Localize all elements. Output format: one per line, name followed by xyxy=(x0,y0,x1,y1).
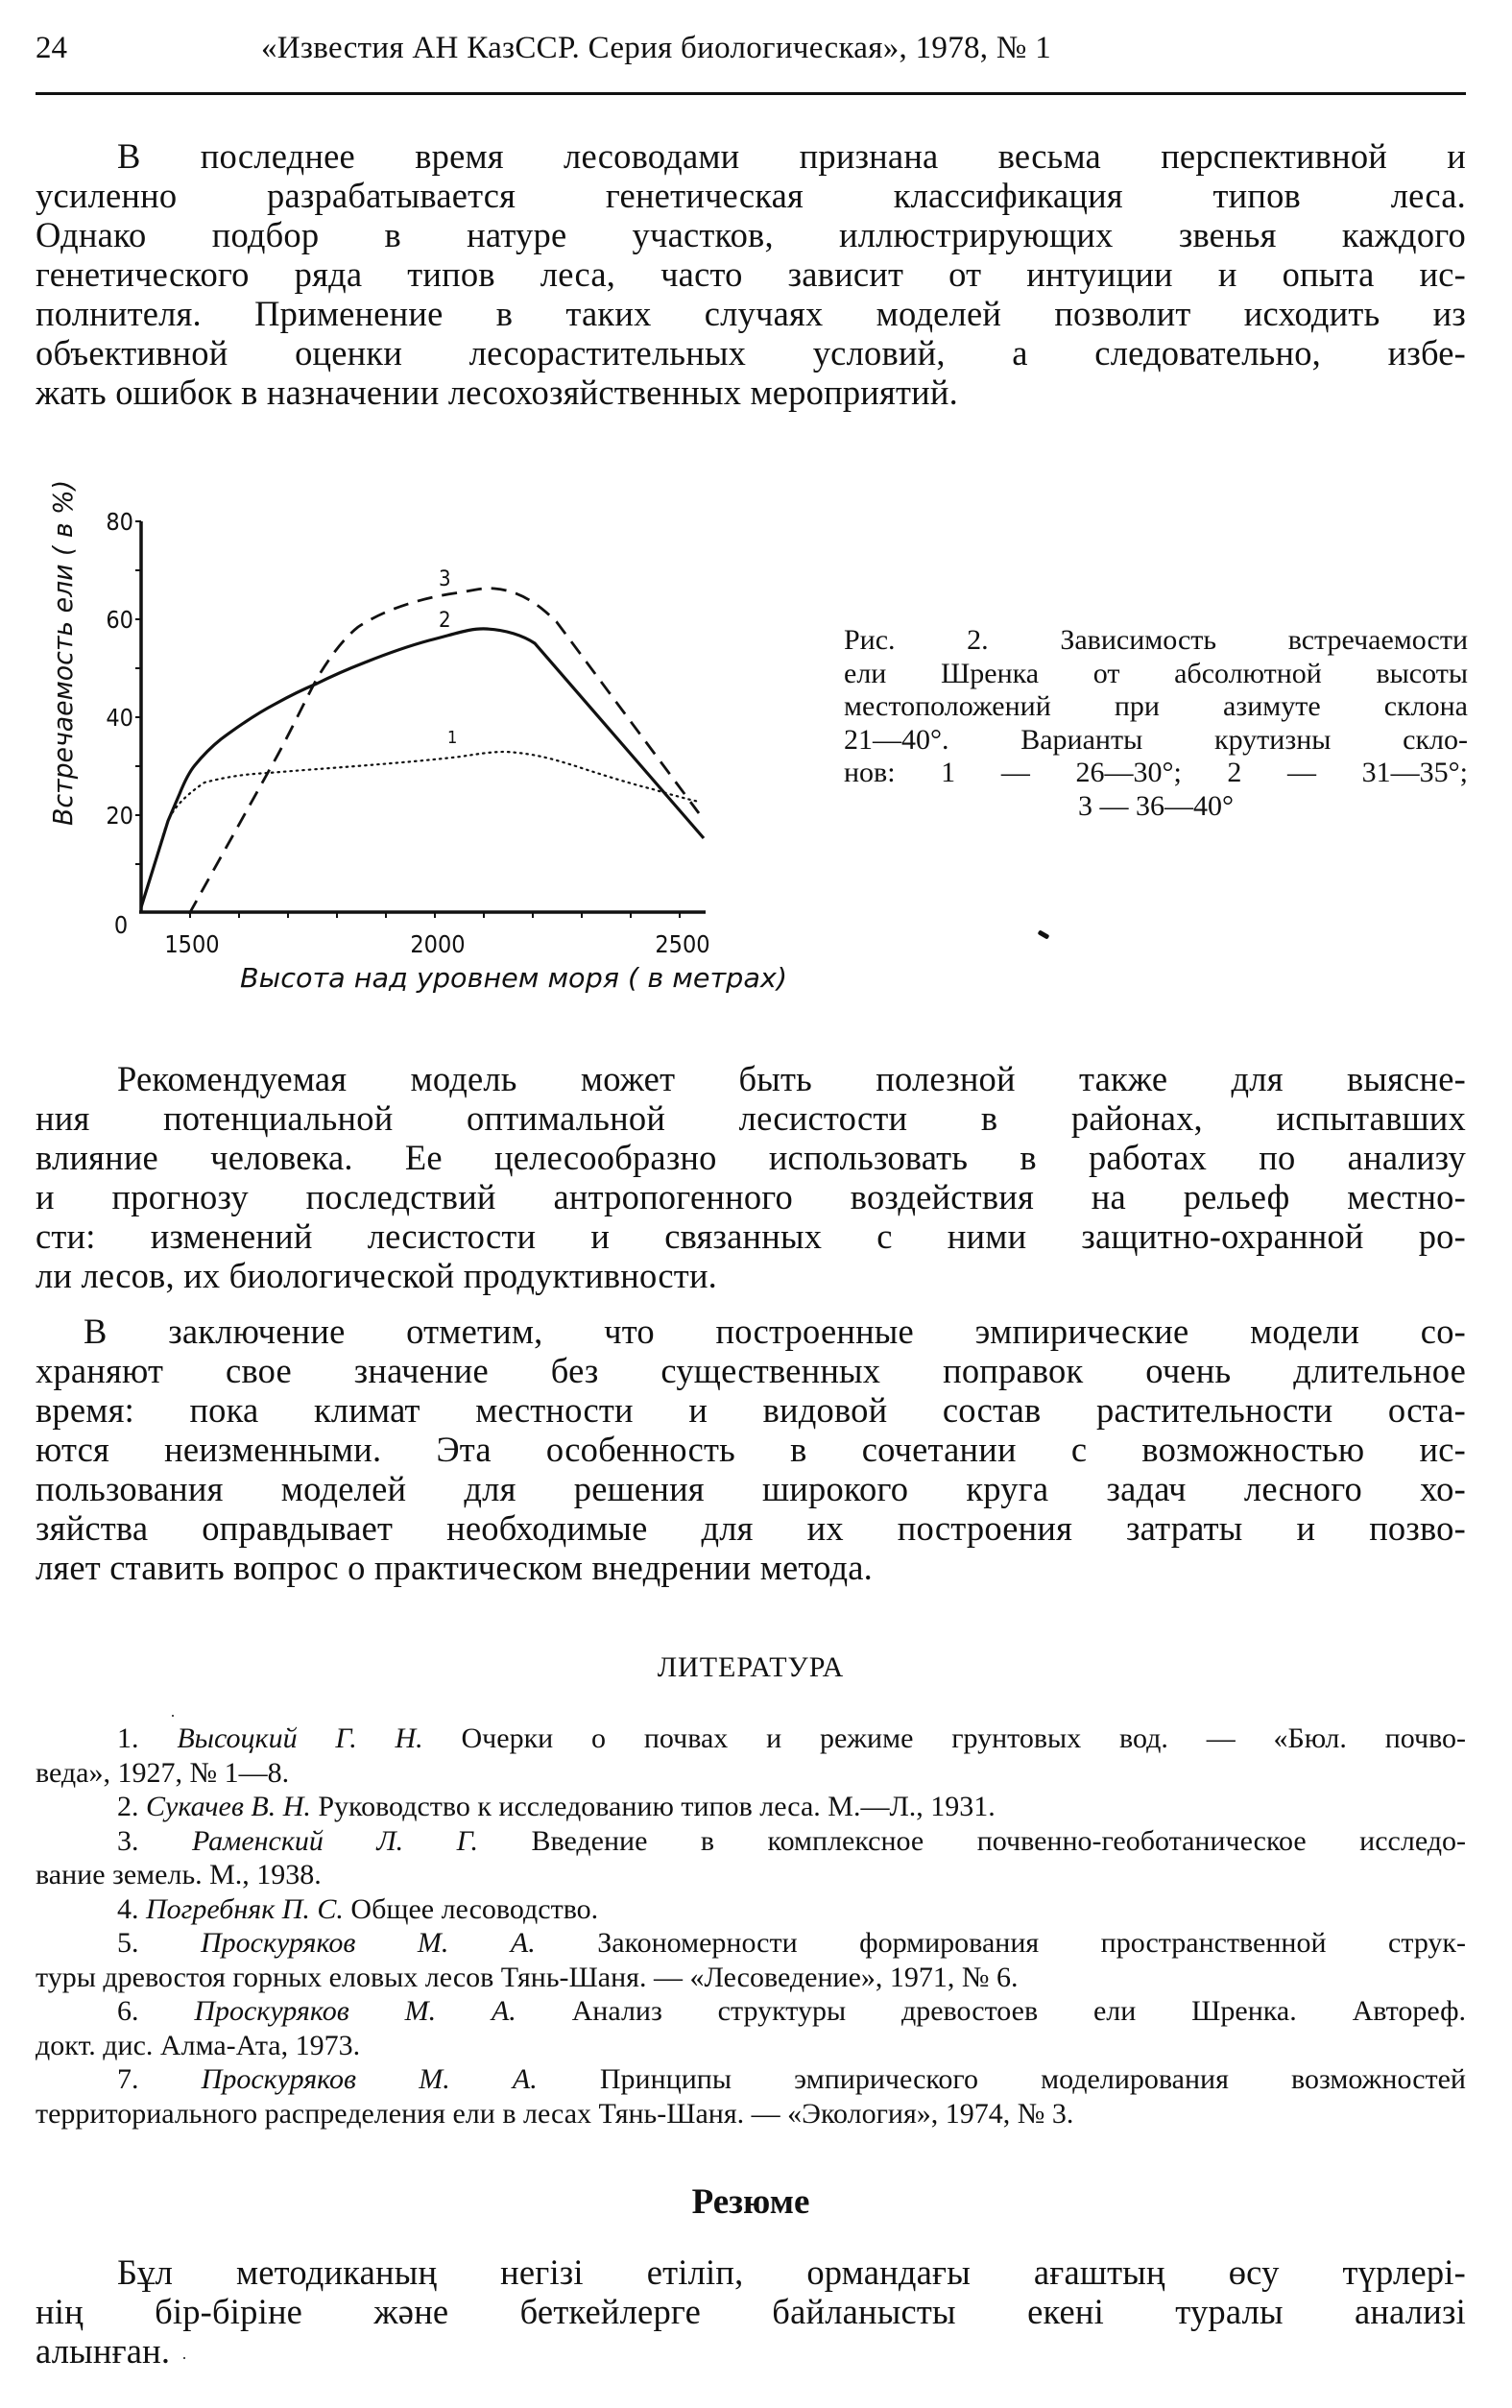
reference-item: 3. Раменский Л. Г. Введение в комплексное почвенно-геоботаническое исследо- вание земель. М., 1938. xyxy=(36,1824,1467,1890)
text-line: время: пока климат местности и видовой состав растительности оста- xyxy=(36,1390,1466,1430)
ytick-label: 20 xyxy=(106,802,133,830)
text-line: ли лесов, их биологической продуктивности. xyxy=(36,1256,718,1295)
figure-caption xyxy=(844,624,1468,823)
reference-author: Погребняк П. С. xyxy=(146,1892,344,1925)
print-speck xyxy=(172,1715,174,1717)
xtick-label: 1500 xyxy=(164,930,220,958)
reference-item: 7. Проскуряков М. А. Принципы эмпирического моделирования возможностей территориального распределения ели в лесах Тянь-Шаня. — «Экология», 1974, № 3. xyxy=(36,2063,1466,2130)
text-line: храняют свое значение без существенных поправок очень длительное xyxy=(36,1351,1466,1390)
elevation-occurrence-chart xyxy=(0,470,816,1008)
text-line: полнителя. Применение в таких случаях моделей позволит исходить из xyxy=(36,294,1466,333)
text-line: ются неизменными. Эта особенность в сочетании с возможностью ис- xyxy=(36,1430,1466,1469)
resume-paragraph xyxy=(36,2252,1466,2371)
reference-item: 5. Проскуряков М. А. Закономерности формирования пространственной струк- туры древостоя горных еловых лесов Тянь-Шаня. — «Лесоведение», 1971, № 6. xyxy=(36,1927,1466,1993)
text-line: пользования моделей для решения широкого круга задач лесного хо- xyxy=(36,1469,1466,1508)
caption-line: нов: 1 — 26—30°; 2 — 31—35°; xyxy=(844,757,1468,788)
reference-item: 2. Сукачев В. Н. Руководство к исследованию типов леса. М.—Л., 1931. xyxy=(117,1791,996,1822)
references-list xyxy=(36,1722,1466,2131)
reference-author: Проскуряков М. А. xyxy=(201,1927,536,1959)
text-line: нің бір-біріне жəне беткейлерге байланысты екені туралы анализі xyxy=(36,2292,1466,2331)
ytick-label: 0 xyxy=(113,911,129,939)
print-speck xyxy=(183,2357,185,2359)
series-1-label: 1 xyxy=(447,728,458,748)
text-line: усиленно разрабатывается генетическая классификация типов леса. xyxy=(36,176,1466,215)
caption-line: 21—40°. Варианты крутизны скло- xyxy=(844,723,1468,756)
reference-item: 6. Проскуряков М. А. Анализ структуры древостоев ели Шренка. Автореф. докт. дис. Алма-Ата, 1973. xyxy=(36,1995,1467,2061)
text-line: В последнее время лесоводами признана весьма перспективной и xyxy=(117,136,1466,176)
text-line: зяйства оправдывает необходимые для их построения затраты и позво- xyxy=(36,1508,1466,1548)
text-line: алынған. xyxy=(36,2331,171,2371)
references-heading: ЛИТЕРАТУРА xyxy=(657,1651,845,1683)
journal-title: «Известия АН КазССР. Серия биологическая», 1978, № 1 xyxy=(261,31,1052,65)
ytick-label: 60 xyxy=(106,606,133,634)
resume-heading: Резюме xyxy=(691,2182,810,2222)
x-axis-title: Высота над уровнем моря ( в метрах) xyxy=(240,962,787,994)
text-line: В заключение отметим, что построенные эмпирические модели со- xyxy=(84,1312,1466,1351)
xtick-label: 2500 xyxy=(655,930,710,958)
header-rule xyxy=(36,92,1466,95)
ytick-label: 40 xyxy=(106,704,133,732)
running-head xyxy=(36,29,1466,67)
series-3-label: 3 xyxy=(439,567,451,591)
text-line: и прогнозу последствий антропогенного воздействия на рельеф местно- xyxy=(36,1177,1466,1216)
text-line: сти: изменений лесистости и связанных с ними защитно-охранной ро- xyxy=(36,1216,1466,1256)
y-axis-title: Встречаемость ели ( в %) xyxy=(47,499,79,826)
text-line: Бұл методиканың негізі етіліп, ормандағы ағаштың өсу түрлері- xyxy=(117,2252,1466,2292)
text-line: Рекомендуемая модель может быть полезной также для выясне- xyxy=(117,1059,1466,1098)
reference-author: Раменский Л. Г. xyxy=(192,1824,478,1857)
caption-line: 3 — 36—40° xyxy=(1078,789,1234,822)
text-line: генетического ряда типов леса, часто зависит от интуиции и опыта ис- xyxy=(36,254,1466,294)
reference-item: 1. Высоцкий Г. Н. Очерки о почвах и режиме грунтовых вод. — «Бюл. почво- веда», 1927, № 1—8. xyxy=(36,1722,1467,1789)
series-2-line xyxy=(141,629,704,907)
text-line: объективной оценки лесорастительных условий, а следовательно, избе- xyxy=(36,333,1466,373)
text-line: ния потенциальной оптимальной лесистости в районах, испытавших xyxy=(36,1098,1466,1138)
text-line: жать ошибок в назначении лесохозяйственных мероприятий. xyxy=(36,373,958,412)
reference-author: Проскуряков М. А. xyxy=(201,2063,538,2095)
reference-author: Высоцкий Г. Н. xyxy=(177,1722,423,1754)
ytick-label: 80 xyxy=(106,508,133,536)
xtick-label: 2000 xyxy=(410,930,466,958)
reference-item: 4. Погребняк П. С. Общее лесоводство. xyxy=(117,1892,599,1925)
text-line: ляет ставить вопрос о практическом внедрении метода. xyxy=(36,1548,873,1587)
text-line: Однако подбор в натуре участков, иллюстрирующих звенья каждого xyxy=(36,215,1466,254)
caption-line: Рис. 2. Зависимость встречаемости xyxy=(844,624,1468,656)
intro-paragraph xyxy=(36,136,1466,412)
reference-author: Сукачев В. Н. xyxy=(146,1791,311,1822)
text-line: влияние человека. Ее целесообразно использовать в работах по анализу xyxy=(36,1138,1466,1177)
series-2-label: 2 xyxy=(439,609,451,633)
paragraph-recommended-model xyxy=(36,1059,1466,1295)
series-1-line xyxy=(141,752,699,907)
caption-line: местоположений при азимуте склона xyxy=(844,690,1468,722)
page-number: 24 xyxy=(36,31,67,65)
print-speck xyxy=(1038,929,1050,939)
reference-author: Проскуряков М. А. xyxy=(194,1995,516,2027)
paragraph-conclusion xyxy=(36,1312,1466,1587)
caption-line: ели Шренка от абсолютной высоты xyxy=(844,657,1468,689)
figure-2 xyxy=(36,470,1466,1008)
